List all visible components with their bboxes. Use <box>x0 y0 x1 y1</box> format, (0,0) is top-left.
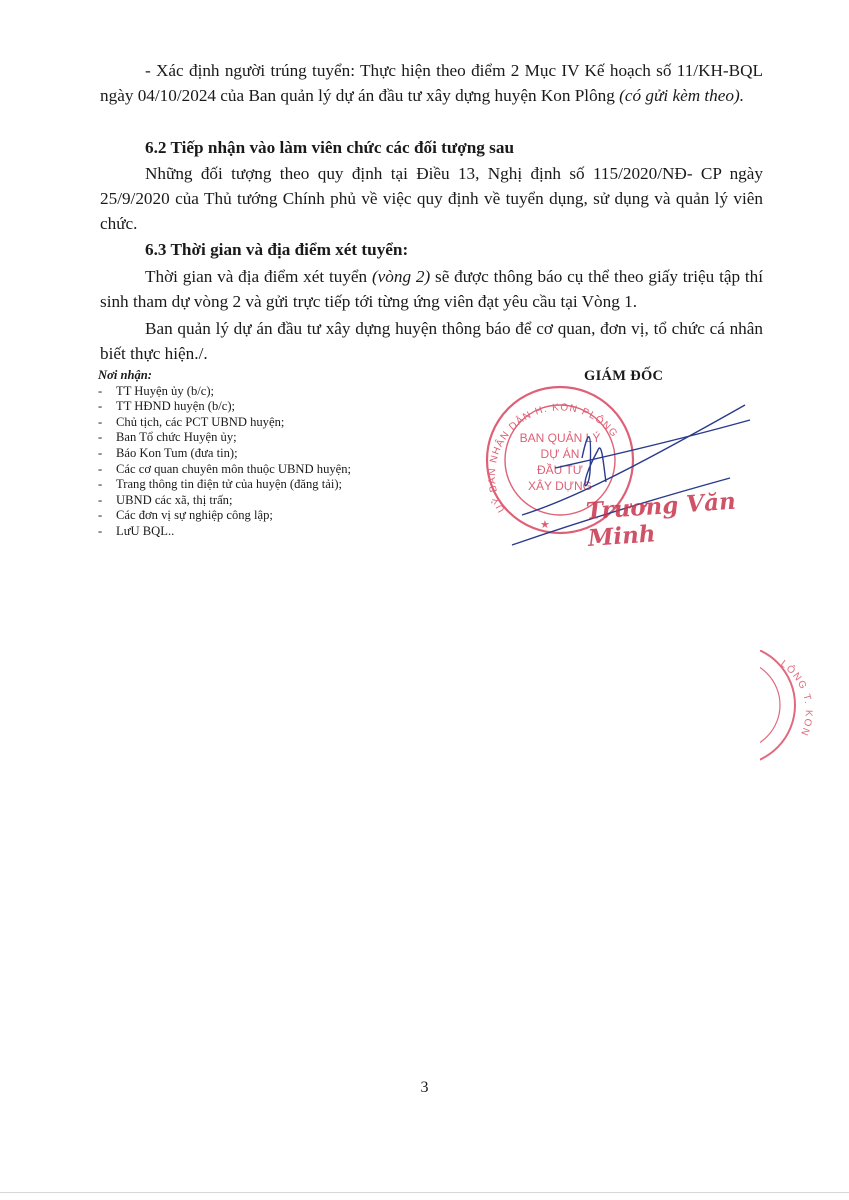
recipient-item <box>98 399 351 415</box>
recipient-bullet: - <box>98 477 103 492</box>
recipient-label: LưU BQL.. <box>116 523 175 538</box>
recipient-item <box>98 477 351 493</box>
seal-outer-text: UỶ BAN NHÂN DÂN H. KON PLÔNG <box>486 402 620 514</box>
page-edge-divider <box>0 1192 849 1193</box>
recipient-label: Các đơn vị sự nghiệp công lập; <box>116 508 273 523</box>
recipient-item <box>98 430 351 446</box>
recipient-bullet: - <box>98 523 103 538</box>
section-heading-6-3: 6.3 Thời gian và địa điểm xét tuyển: <box>145 240 409 259</box>
recipient-bullet: - <box>98 461 103 476</box>
recipient-item <box>98 446 351 462</box>
recipient-label: TT HĐND huyện (b/c); <box>116 399 236 414</box>
recipients-block <box>98 368 351 540</box>
recipient-label: Báo Kon Tum (đưa tin); <box>116 445 238 460</box>
recipients-title: Nơi nhận: <box>98 368 153 382</box>
signature-block <box>480 360 780 560</box>
recipients-list <box>98 384 351 540</box>
section-heading-6-2: 6.2 Tiếp nhận vào làm viên chức các đối tượng sau <box>145 138 515 157</box>
recipient-bullet: - <box>98 383 103 398</box>
signer-name: Trương Văn Minh <box>585 487 737 552</box>
recipient-label: Trang thông tin điện tử của huyện (đăng tải); <box>116 477 343 492</box>
recipient-bullet: - <box>98 445 103 460</box>
recipient-item <box>98 493 351 509</box>
paragraph-selection-criteria: - Xác định người trúng tuyển: Thực hiện theo điểm 2 Mục IV Kế hoạch số 11/KH-BQL ngày 04/10/2024 của Ban quản lý dự án đầu tư xây dựng huyện Kon Plông (có gửi kèm theo). <box>100 61 763 105</box>
recipient-label: UBND các xã, thị trấn; <box>116 492 233 507</box>
recipient-label: Ban Tổ chức Huyện ủy; <box>116 430 237 445</box>
seal-star-icon: ★ <box>540 518 550 531</box>
recipient-item <box>98 524 351 540</box>
paragraph-closing: Ban quản lý dự án đầu tư xây dựng huyện thông báo để cơ quan, đơn vị, tổ chức cá nhân biết thực hiện./. <box>100 319 763 363</box>
seal-inner-line-2: DỰ ÁN <box>540 447 580 461</box>
recipient-bullet: - <box>98 414 103 429</box>
page-number: 3 <box>420 1079 429 1096</box>
paragraph-eligible-subjects: Những đối tượng theo quy định tại Điều 13, Nghị định số 115/2020/NĐ- CP ngày 25/9/2020 của Thủ tướng Chính phủ về việc quy định về tuyển dụng, sử dụng và quản lý viên chức. <box>100 164 763 233</box>
edge-seal-fragment <box>760 650 849 770</box>
seal-inner-line-1: BAN QUẢN LÝ <box>519 431 601 445</box>
recipient-label: Các cơ quan chuyên môn thuộc UBND huyện; <box>116 461 352 476</box>
recipient-bullet: - <box>98 492 103 507</box>
recipient-label: TT Huyện ủy (b/c); <box>116 383 215 398</box>
recipient-item <box>98 384 351 400</box>
edge-seal-text: LÔNG T. KON <box>778 658 814 739</box>
recipient-item <box>98 415 351 431</box>
recipient-label: Chủ tịch, các PCT UBND huyện; <box>116 414 285 429</box>
director-title: GIÁM ĐỐC <box>584 368 664 384</box>
paragraph-time-location: Thời gian và địa điểm xét tuyển (vòng 2) sẽ được thông báo cụ thể theo giấy triệu tập thí sinh tham dự vòng 2 và gửi trực tiếp tới từng ứng viên đạt yêu cầu tại Vòng 1. <box>100 267 764 311</box>
recipient-item <box>98 508 351 524</box>
seal-inner-line-3: ĐẦU TƯ <box>536 463 584 477</box>
seal-inner-line-4: XÂY DỰNG <box>527 479 593 493</box>
recipient-bullet: - <box>98 508 103 523</box>
recipient-bullet: - <box>98 430 103 445</box>
recipient-bullet: - <box>98 399 103 414</box>
paragraph-selection-note: (có gửi kèm theo). <box>619 86 745 105</box>
recipient-item <box>98 462 351 478</box>
